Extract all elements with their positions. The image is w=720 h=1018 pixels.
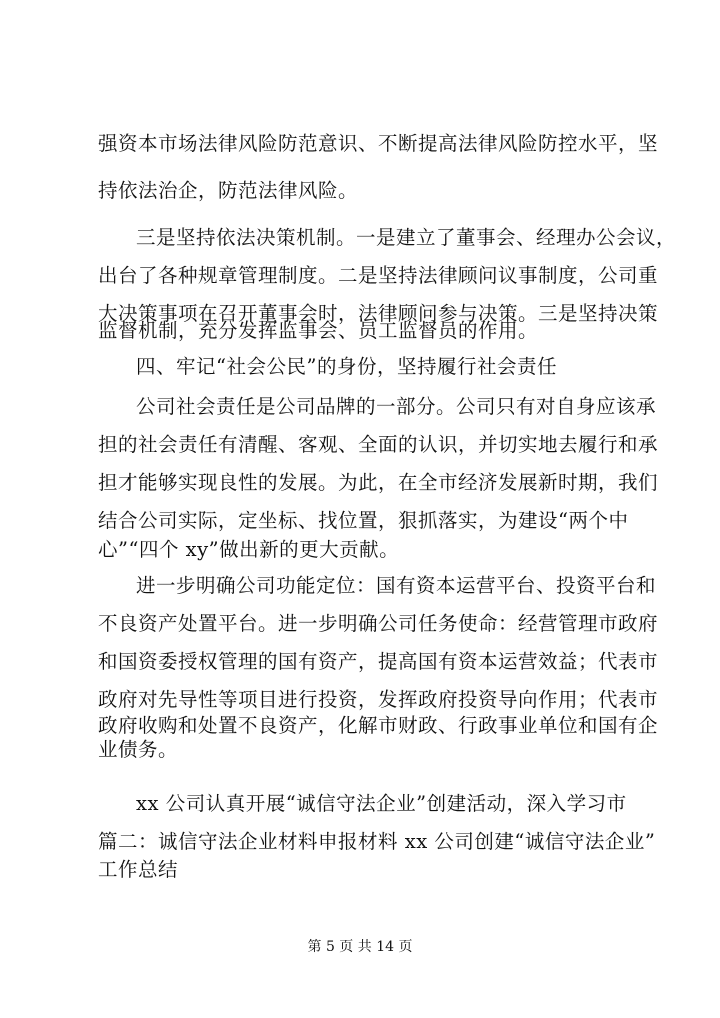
body-line: 担才能够实现良性的发展。为此，在全市经济发展新时期，我们	[98, 471, 659, 494]
body-line: 大决策事项在召开董事会时，法律顾问参与决策。三是坚持决策	[98, 302, 659, 325]
section-heading: 四、牢记“社会公民”的身份，坚持履行社会责任	[136, 355, 557, 378]
body-line: 不良资产处置平台。进一步明确公司任务使命：经营管理市政府	[98, 612, 659, 635]
body-line: 政府收购和处置不良资产，化解市财政、行政事业单位和国有企	[98, 714, 659, 737]
body-line: 持依法治企，防范法律风险。	[98, 179, 359, 202]
body-line: 监督机制，充分发挥监事会、员工监督员的作用。	[98, 319, 539, 342]
paragraph-start: xx 公司认真开展“诚信守法企业”创建活动，深入学习市	[136, 792, 627, 815]
body-line: 强资本市场法律风险防范意识、不断提高法律风险防控水平，坚	[98, 132, 659, 155]
paragraph-start: 三是坚持依法决策机制。一是建立了董事会、经理办公会议，	[136, 226, 677, 249]
body-line: 心”“四个 xy”做出新的更大贡献。	[98, 538, 400, 561]
page-footer: 第 5 页 共 14 页	[307, 939, 413, 955]
paragraph-start: 公司社会责任是公司品牌的一部分。公司只有对自身应该承	[136, 395, 657, 418]
body-line: 政府对先导性等项目进行投资，发挥政府投资导向作用；代表市	[98, 688, 659, 711]
body-line: 结合公司实际，定坐标、找位置，狠抓落实，为建设“两个中	[98, 509, 629, 532]
body-line: 篇二：诚信守法企业材料申报材料 xx 公司创建“诚信守法企业”	[98, 830, 656, 853]
paragraph-start: 进一步明确公司功能定位：国有资本运营平台、投资平台和	[136, 574, 657, 597]
body-line: 工作总结	[98, 858, 179, 881]
body-line: 和国资委授权管理的国有资产，提高国有资本运营效益；代表市	[98, 650, 659, 673]
body-line: 担的社会责任有清醒、客观、全面的认识，并切实地去履行和承	[98, 433, 659, 456]
body-line: 业债务。	[98, 738, 179, 761]
body-line: 出台了各种规章管理制度。二是坚持法律顾问议事制度，公司重	[98, 264, 659, 287]
